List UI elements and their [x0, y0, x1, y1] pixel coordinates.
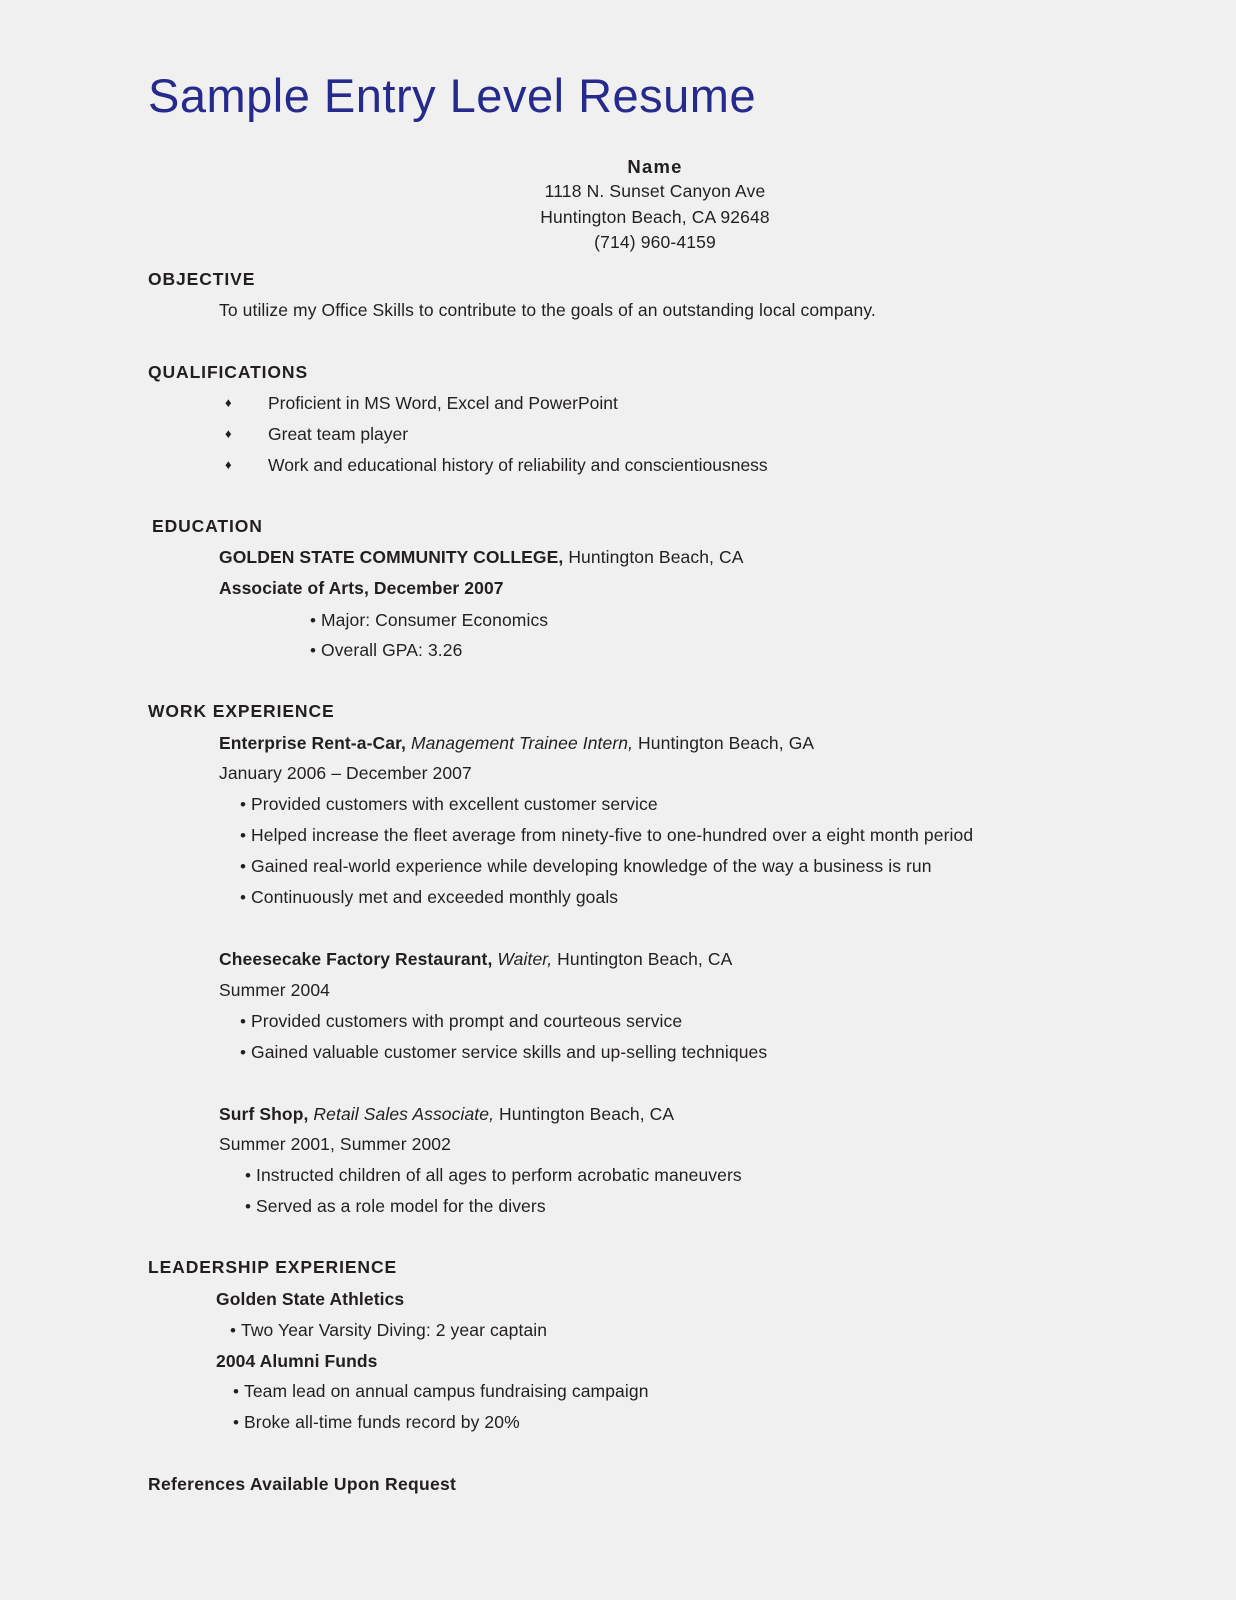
job-bullet: • Gained real-world experience while developing knowledge of the way a business is run [251, 855, 932, 878]
section-heading-education: EDUCATION [152, 516, 263, 536]
education-detail: • Overall GPA: 3.26 [321, 639, 462, 662]
leadership-group-name: Golden State Athletics [216, 1289, 405, 1309]
job-title-line [219, 948, 732, 970]
qualification-text: Proficient in MS Word, Excel and PowerPoint [268, 393, 618, 413]
job-location: Huntington Beach, CA [494, 1104, 675, 1124]
job-role: Waiter, [492, 949, 553, 969]
job-bullet: • Provided customers with excellent customer service [251, 793, 658, 816]
job-employer: Enterprise Rent-a-Car, [219, 733, 406, 753]
contact-city-state-zip: Huntington Beach, CA 92648 [540, 206, 770, 227]
job-dates: Summer 2004 [219, 980, 331, 1000]
education-school-name: GOLDEN STATE COMMUNITY COLLEGE, [219, 547, 564, 567]
job-dates: Summer 2001, Summer 2002 [219, 1134, 451, 1154]
section-heading-work-experience: WORK EXPERIENCE [148, 701, 335, 721]
job-role: Management Trainee Intern, [405, 733, 634, 753]
job-bullet: • Helped increase the fleet average from ninety-five to one-hundred over a eight month period [251, 824, 973, 847]
contact-header [355, 154, 955, 256]
job-location: Huntington Beach, GA [633, 733, 815, 753]
diamond-bullet-icon: ♦ [225, 457, 232, 472]
contact-address: 1118 N. Sunset Canyon Ave [544, 181, 766, 201]
leadership-bullet: • Two Year Varsity Diving: 2 year captain [241, 1319, 547, 1342]
job-title-line [219, 1103, 674, 1125]
job-bullet: • Gained valuable customer service skills and up-selling techniques [251, 1041, 767, 1064]
job-bullet: • Provided customers with prompt and courteous service [251, 1010, 682, 1033]
education-detail: • Major: Consumer Economics [321, 609, 548, 632]
section-heading-qualifications: QUALIFICATIONS [148, 362, 309, 382]
qualification-text: Great team player [268, 424, 409, 444]
job-employer: Cheesecake Factory Restaurant, [219, 949, 493, 969]
page-title: Sample Entry Level Resume [148, 69, 757, 122]
job-bullet: • Continuously met and exceeded monthly goals [251, 886, 618, 909]
job-bullet: • Instructed children of all ages to perform acrobatic maneuvers [256, 1164, 742, 1187]
job-role: Retail Sales Associate, [308, 1104, 495, 1124]
leadership-group-name: 2004 Alumni Funds [216, 1351, 378, 1371]
references-note: References Available Upon Request [148, 1474, 457, 1494]
job-dates: January 2006 – December 2007 [219, 763, 472, 783]
section-heading-leadership: LEADERSHIP EXPERIENCE [148, 1257, 398, 1277]
candidate-name: Name [627, 156, 683, 177]
education-school-location: Huntington Beach, CA [563, 547, 744, 567]
leadership-bullet: • Team lead on annual campus fundraising campaign [244, 1380, 649, 1403]
education-degree: Associate of Arts, December 2007 [219, 578, 504, 598]
diamond-bullet-icon: ♦ [225, 395, 232, 410]
leadership-bullet: • Broke all-time funds record by 20% [244, 1411, 520, 1434]
section-heading-objective: OBJECTIVE [148, 269, 256, 289]
job-title-line [219, 732, 814, 754]
diamond-bullet-icon: ♦ [225, 426, 232, 441]
job-bullet: • Served as a role model for the divers [256, 1195, 546, 1218]
education-school-line [219, 546, 743, 568]
job-employer: Surf Shop, [219, 1104, 309, 1124]
objective-text: To utilize my Office Skills to contribute to the goals of an outstanding local company. [219, 300, 876, 320]
contact-phone: (714) 960-4159 [594, 232, 716, 252]
qualification-text: Work and educational history of reliability and conscientiousness [268, 455, 768, 475]
job-location: Huntington Beach, CA [552, 949, 733, 969]
